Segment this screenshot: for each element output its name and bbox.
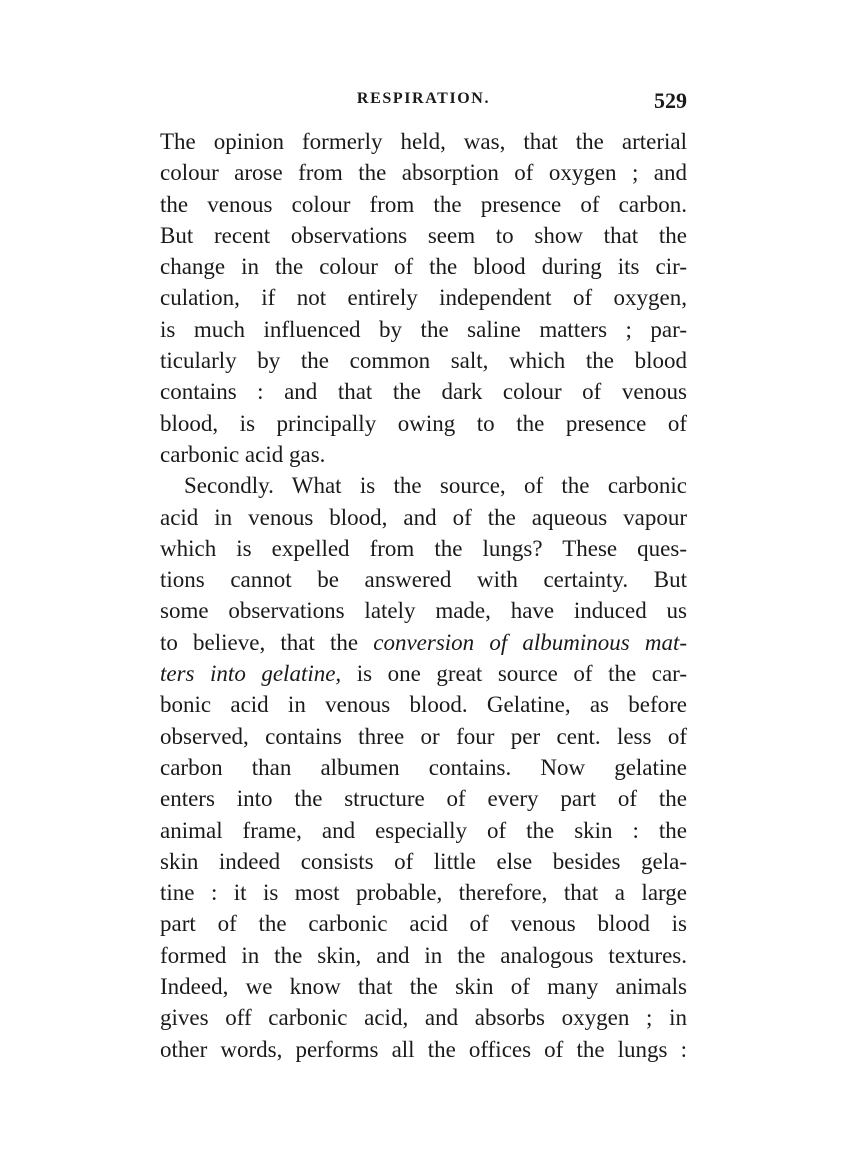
text-line: some observations lately made, have induced us	[160, 598, 687, 624]
body-text	[160, 126, 687, 1065]
text-line: colour arose from the absorption of oxygen ; and	[160, 160, 687, 186]
text-line: contains : and that the dark colour of venous	[160, 379, 687, 405]
text-line: tions cannot be answered with certainty. But	[160, 567, 687, 593]
text-fragment: is one great source of the car-	[356, 661, 688, 687]
text-line-mixed	[160, 627, 687, 658]
text-line: carbonic acid gas.	[160, 441, 326, 467]
text-line: part of the carbonic acid of venous blood is	[160, 911, 687, 937]
text-line: blood, is principally owing to the presence of	[160, 410, 687, 436]
text-line: is much influenced by the saline matters ; par-	[160, 316, 687, 342]
text-fragment: to believe, that the	[160, 629, 359, 655]
italic-phrase: conversion of albuminous mat-	[373, 629, 688, 655]
text-line: gives off carbonic acid, and absorbs oxygen ; in	[160, 1005, 687, 1031]
italic-phrase: ters into gelatine,	[160, 661, 342, 687]
text-line: observed, contains three or four per cent. less of	[160, 723, 687, 749]
text-line: other words, performs all the offices of the lungs :	[160, 1036, 687, 1062]
text-line: enters into the structure of every part of the	[160, 786, 687, 812]
text-line: acid in venous blood, and of the aqueous vapour	[160, 504, 687, 530]
text-line: The opinion formerly held, was, that the arterial	[160, 129, 687, 154]
text-line: which is expelled from the lungs? These ques-	[160, 535, 687, 561]
text-line: animal frame, and especially of the skin : the	[160, 817, 687, 843]
text-line: But recent observations seem to show that the	[160, 222, 687, 248]
book-page	[160, 88, 687, 1065]
text-line-mixed	[160, 658, 687, 689]
running-title: RESPIRATION.	[356, 90, 491, 107]
page-number: 529	[654, 88, 687, 113]
text-line: tine : it is most probable, therefore, that a large	[160, 880, 687, 906]
text-line: change in the colour of the blood during its cir-	[160, 254, 687, 280]
text-line: the venous colour from the presence of carbon.	[160, 191, 687, 217]
running-head	[160, 88, 687, 122]
text-line: Indeed, we know that the skin of many animals	[160, 974, 687, 1000]
text-line: Secondly. What is the source, of the carbonic	[184, 473, 687, 499]
text-line: bonic acid in venous blood. Gelatine, as before	[160, 692, 687, 718]
text-line: carbon than albumen contains. Now gelatine	[160, 754, 687, 780]
text-line: ticularly by the common salt, which the blood	[160, 348, 687, 374]
text-line: formed in the skin, and in the analogous textures.	[160, 942, 687, 968]
text-line: skin indeed consists of little else besides gela-	[160, 848, 687, 874]
text-line: culation, if not entirely independent of oxygen,	[160, 285, 687, 311]
